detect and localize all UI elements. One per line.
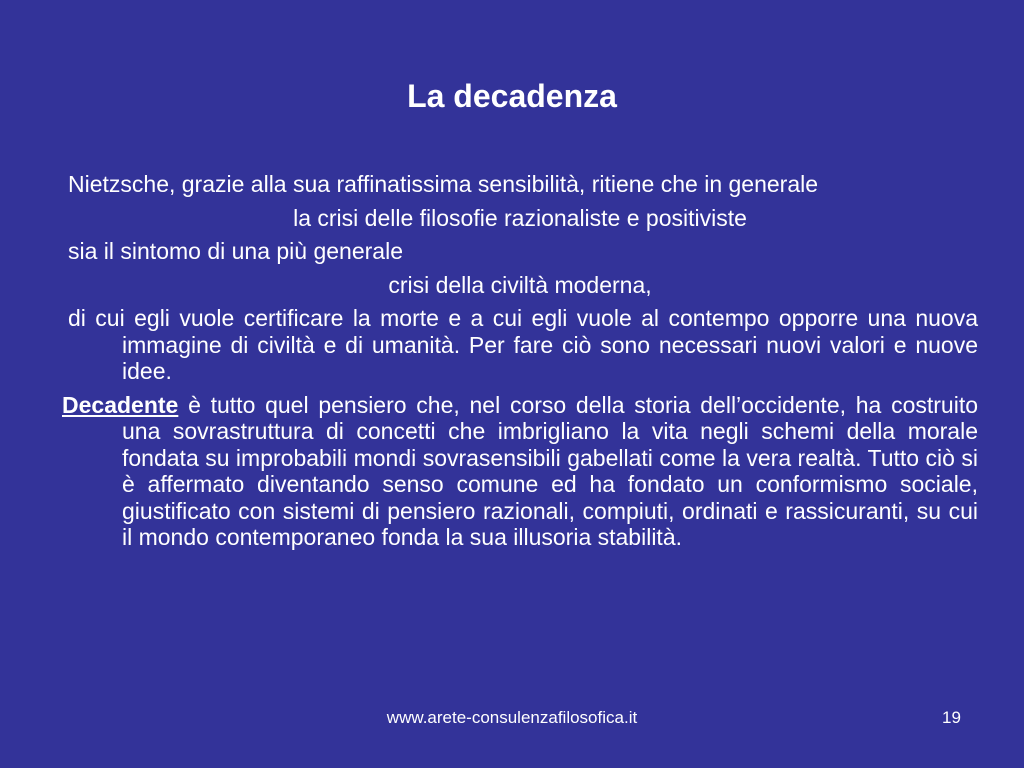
footer-page-number: 19 [942, 708, 961, 727]
footer-website: www.arete-consulenzafilosofica.it [386, 708, 638, 727]
decadente-keyword: Decadente [62, 391, 179, 418]
slide-body [62, 171, 978, 558]
decadente-definition-text: è tutto quel pensiero che, nel corso della storia dell’occidente, ha costruito una sovrastruttura di concetti che imbrigliano la vita negli schemi della morale fondata su improbabili mondi sovrasensibili gabellati come la vera realtà. Tutto ciò si è affermato diventando senso comune ed ha fondato un conformismo sociale, giustificato con sistemi di pensiero razionali, compiuti, ordinati e rassicuranti, su cui il mondo contemporaneo fonda la sua illusoria stabilità. [122, 391, 978, 550]
slide-title: La decadenza [407, 78, 617, 114]
paragraph-crisi-civilta: crisi della civiltà moderna, [388, 271, 652, 298]
paragraph-crisi-filosofie: la crisi delle filosofie razionaliste e positiviste [293, 204, 747, 231]
paragraph-nietzsche-intro: Nietzsche, grazie alla sua raffinatissima sensibilità, ritiene che in generale [68, 171, 819, 197]
paragraph-sintomo: sia il sintomo di una più generale [68, 238, 403, 264]
paragraph-decadente-definition [62, 392, 978, 551]
paragraph-certificare-morte: di cui egli vuole certificare la morte e a cui egli vuole al contempo opporre una nuova immagine di civiltà e di umanità. Per fare ciò sono necessari nuovi valori e nuove idee. [68, 305, 978, 384]
